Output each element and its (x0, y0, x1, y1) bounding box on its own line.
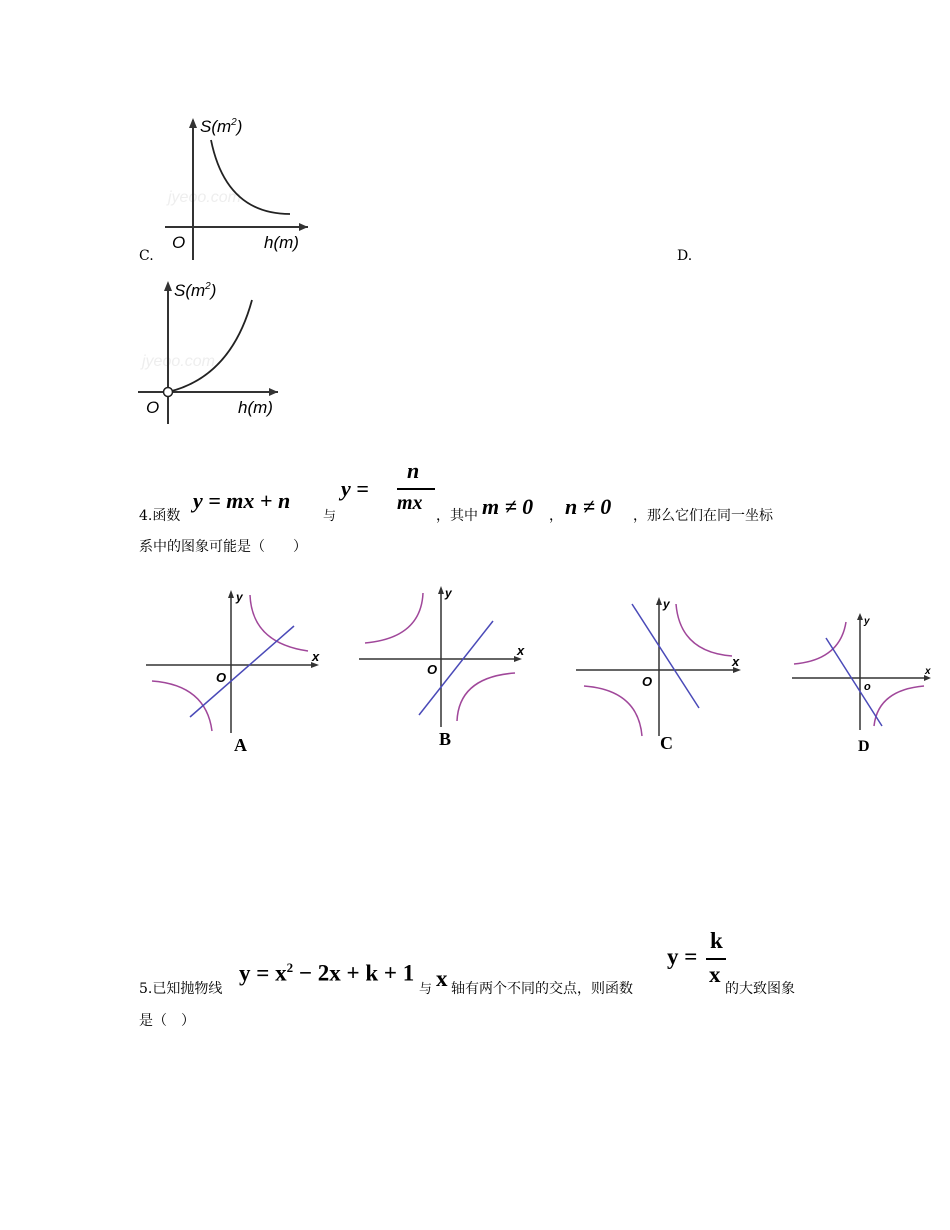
option-d-label: D. (677, 248, 693, 264)
panel-d (788, 608, 938, 758)
q4-comma: ， (549, 508, 563, 524)
origin-open-circle (164, 388, 173, 397)
origin-label: O (216, 670, 227, 685)
y-axis-arrow (438, 586, 444, 594)
watermark: jyeoo.com (142, 353, 215, 370)
parabola-curve (168, 300, 252, 392)
q5-parabola-equation: $y = x^2 - 2x + k + 1$ (239, 960, 415, 986)
panel-b (355, 585, 540, 757)
origin-label: O (146, 398, 160, 417)
q4-tail: ，那么它们在同一坐标 (633, 508, 773, 524)
q5-inverse-lhs: y = (667, 944, 698, 969)
q5-number: 5.已知抛物线 (139, 981, 223, 997)
graph-option-c (160, 110, 310, 260)
x-axis-label: x (312, 649, 320, 664)
x-axis-label: x (732, 654, 740, 669)
q5-line-2: 是（ ） (139, 1013, 195, 1029)
y-axis-label: y (864, 616, 870, 627)
x-axis-label: x (517, 643, 525, 658)
q4-mid-text: ，其中 (436, 508, 478, 524)
q4-equation-linear: y = mx + n (193, 488, 291, 513)
q4-line-2: 系中的图象可能是（ ） (139, 539, 307, 555)
q5-mid-text: 轴有两个不同的交点，则函数 (451, 981, 633, 997)
y-axis-label: $S(m^2)$ (174, 281, 217, 300)
hyperbola-branch-lower (584, 686, 642, 736)
y-axis-arrow (164, 281, 172, 291)
hyperbola-branch-upper (676, 604, 732, 656)
y-axis-label: y (236, 590, 243, 604)
q5-connector: 与 (419, 982, 433, 997)
q5-variable-x: x (436, 966, 448, 991)
q5-inverse-numerator: k (710, 928, 723, 953)
origin-label: o (864, 681, 871, 693)
origin-label: O (172, 233, 186, 252)
x-axis-label: x (925, 666, 931, 677)
option-c-label: C. (139, 248, 154, 264)
x-axis-label: h(m) (264, 233, 299, 252)
q4-equation-inverse-numerator: n (407, 458, 420, 483)
graph-option-d (136, 272, 286, 427)
x-axis-arrow (269, 388, 278, 396)
straight-line (632, 604, 699, 708)
q5-inverse-denominator: x (709, 962, 721, 987)
y-axis-arrow (656, 597, 662, 605)
panel-a (142, 585, 327, 757)
hyperbola-branch-lower (874, 686, 924, 726)
y-axis-arrow (189, 118, 197, 128)
q4-condition-n: n ≠ 0 (565, 494, 612, 519)
q4-equation-inverse-denominator: mx (397, 492, 423, 514)
origin-label: O (642, 674, 653, 689)
panel-label: D (858, 738, 870, 755)
watermark: jyeoo.com (168, 189, 241, 206)
q5-tail: 的大致图象 (725, 981, 795, 997)
panel-c (572, 590, 757, 762)
x-axis-label: h(m) (238, 398, 273, 417)
question-5 (139, 928, 839, 1028)
y-axis-label: y (663, 597, 670, 611)
q4-condition-m: m ≠ 0 (482, 494, 534, 519)
fraction-bar (706, 958, 726, 960)
panel-label: B (439, 729, 452, 749)
fraction-bar (397, 488, 435, 490)
panel-label: C (660, 733, 673, 753)
y-axis-label: y (445, 586, 452, 600)
q4-connector: 与 (323, 509, 337, 524)
q4-number: 4.函数 (139, 508, 181, 524)
origin-label: O (427, 662, 438, 677)
straight-line (190, 626, 294, 717)
hyperbola-branch-lower (457, 673, 515, 721)
question-4 (139, 458, 839, 558)
hyperbola-branch-upper (365, 593, 423, 643)
q4-equation-inverse-lhs: y = (341, 476, 369, 501)
straight-line (826, 638, 882, 726)
hyperbola-branch-upper (250, 595, 308, 651)
y-axis-arrow (857, 613, 863, 620)
panel-label: A (234, 735, 247, 755)
y-axis-label: $S(m^2)$ (200, 117, 243, 136)
y-axis-arrow (228, 590, 234, 598)
x-axis-arrow (299, 223, 308, 231)
